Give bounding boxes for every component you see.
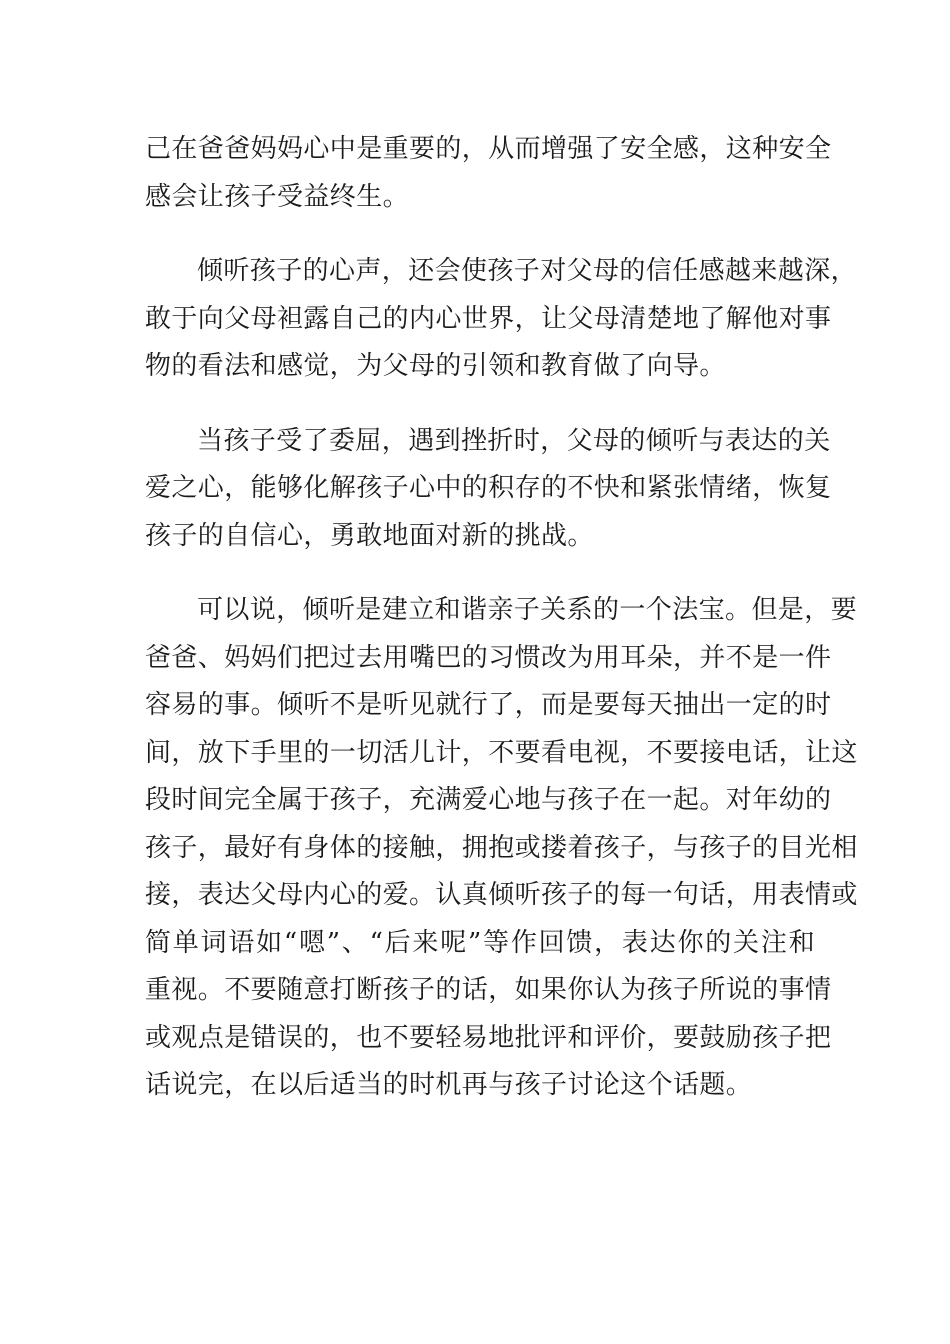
text-line: 物的看法和感觉，为父母的引领和教育做了向导。 bbox=[145, 351, 726, 381]
text-line: 接，表达父母内心的爱。认真倾听孩子的每一句话，用表情或 bbox=[145, 880, 858, 910]
text-line: 简单词语如“嗯”、“后来呢”等作回馈，表达你的关注和 bbox=[145, 927, 815, 958]
text-line: 或观点是错误的，也不要轻易地批评和评价，要鼓励孩子把 bbox=[145, 1022, 832, 1053]
text-line: 倾听孩子的心声，还会使孩子对父母的信任感越来越深， bbox=[197, 256, 858, 286]
paragraph-4 bbox=[145, 587, 858, 1110]
text-line: 感会让孩子受益终生。 bbox=[145, 181, 410, 212]
text-line: 容易的事。倾听不是听见就行了，而是要每天抽出一定的时 bbox=[145, 690, 832, 720]
text-line: 爸爸、妈妈们把过去用嘴巴的习惯改为用耳朵，并不是一件 bbox=[145, 642, 832, 673]
text-line: 孩子的自信心，勇敢地面对新的挑战。 bbox=[145, 520, 594, 551]
paragraph-3 bbox=[145, 418, 832, 561]
text-line: 孩子，最好有身体的接触，拥抱或搂着孩子，与孩子的目光相 bbox=[145, 832, 858, 863]
text-line: 话说完，在以后适当的时机再与孩子讨论这个话题。 bbox=[145, 1070, 753, 1100]
text-line: 爱之心，能够化解孩子心中的积存的不快和紧张情绪，恢复 bbox=[145, 473, 832, 503]
text-line: 段时间完全属于孩子，充满爱心地与孩子在一起。对年幼的 bbox=[145, 785, 832, 815]
text-line: 敢于向父母袒露自己的内心世界，让父母清楚地了解他对事 bbox=[145, 303, 832, 334]
paragraph-1 bbox=[145, 126, 832, 221]
text-line: 当孩子受了委屈，遇到挫折时，父母的倾听与表达的关 bbox=[197, 425, 831, 456]
document-body bbox=[145, 126, 858, 1110]
text-line: 间，放下手里的一切活儿计，不要看电视，不要接电话，让这 bbox=[145, 737, 858, 768]
text-line: 重视。不要随意打断孩子的话，如果你认为孩子所说的事情 bbox=[145, 975, 832, 1005]
paragraph-2 bbox=[145, 248, 858, 391]
text-line: 己在爸爸妈妈心中是重要的，从而增强了安全感，这种安全 bbox=[145, 134, 832, 164]
text-line: 可以说，倾听是建立和谐亲子关系的一个法宝。但是，要 bbox=[197, 595, 858, 625]
